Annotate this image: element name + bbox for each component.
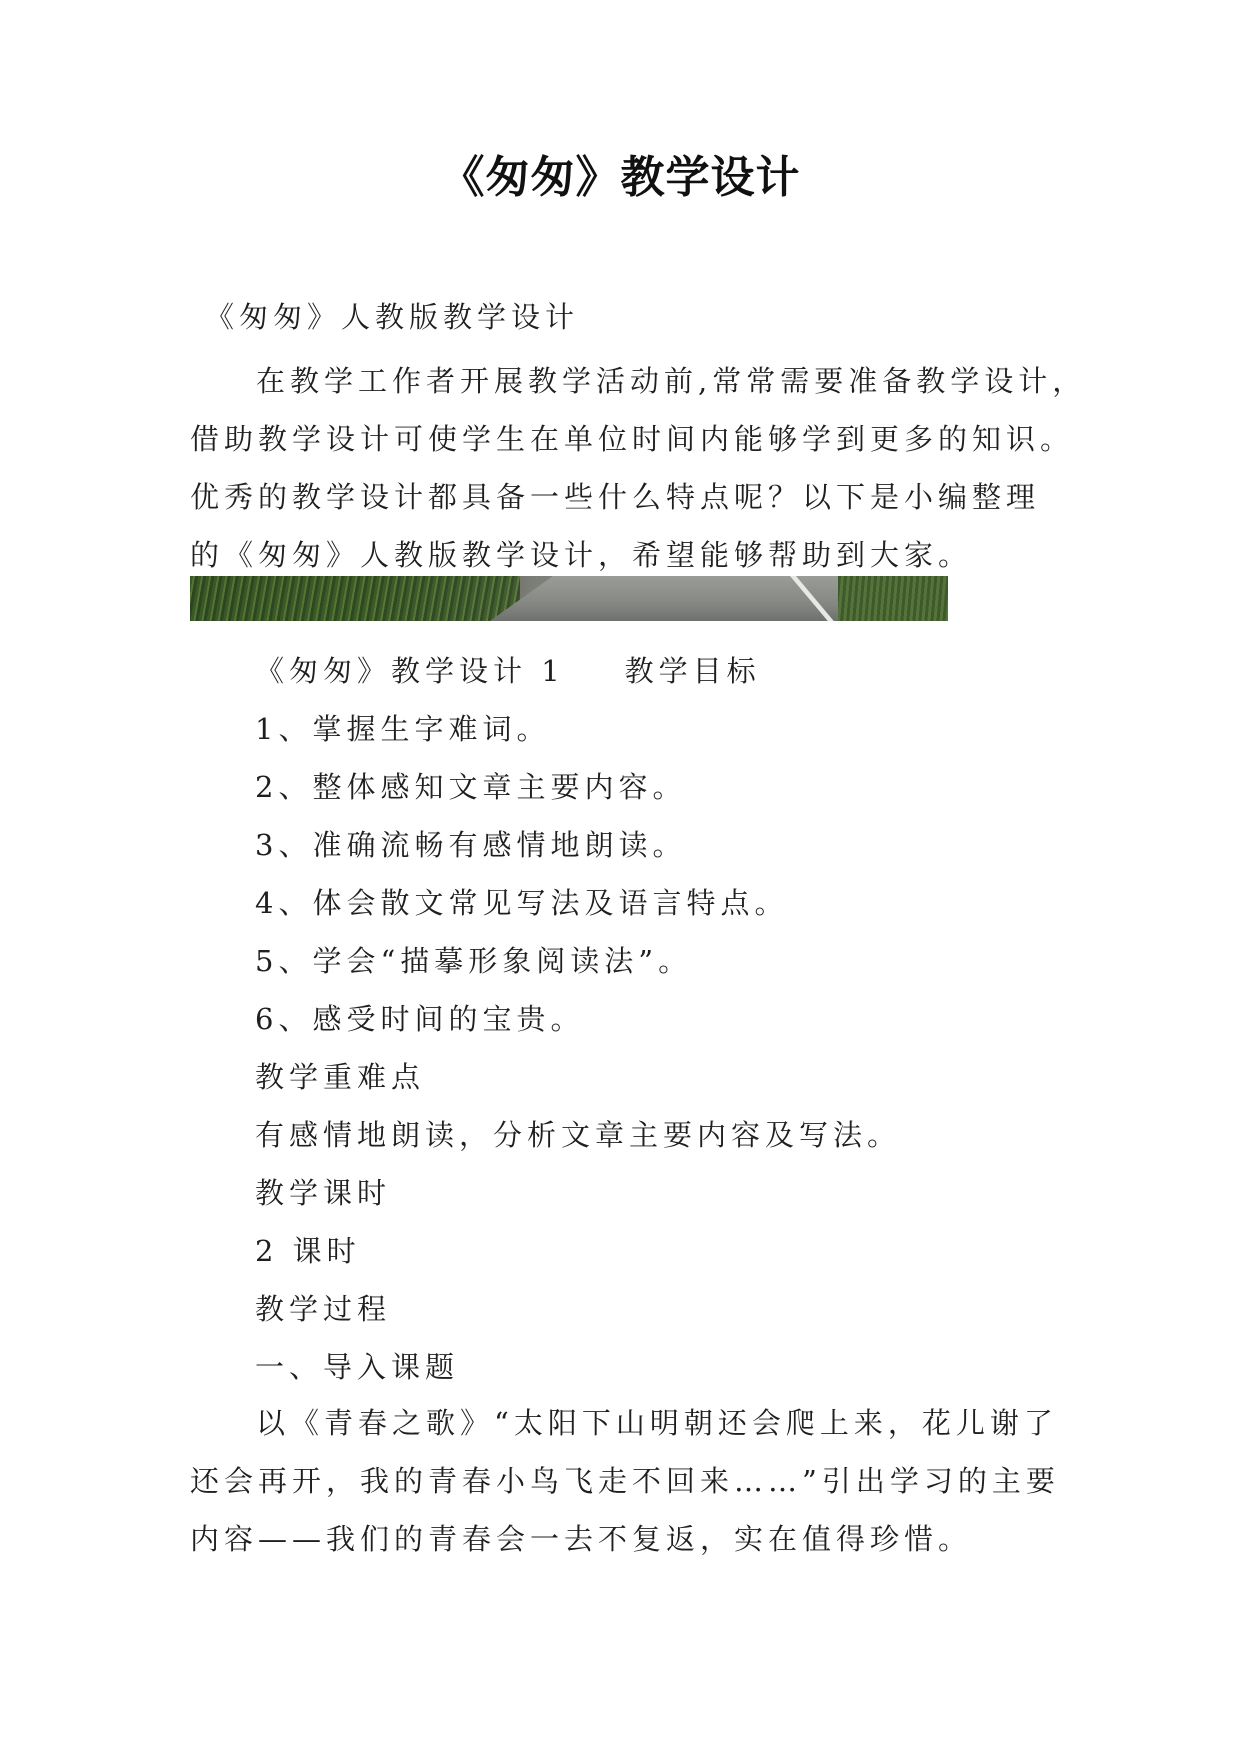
goal-item: 1、掌握生字难词。 xyxy=(255,712,551,746)
goal-item: 2、整体感知文章主要内容。 xyxy=(255,770,687,804)
road-banner-image xyxy=(190,576,948,621)
goal-item: 4、体会散文常见写法及语言特点。 xyxy=(255,886,789,920)
intro-line: 在教学工作者开展教学活动前,常常需要准备教学设计， xyxy=(256,364,1087,398)
goal-item: 6、感受时间的宝贵。 xyxy=(255,1002,585,1036)
document-subtitle: 《匆匆》人教版教学设计 xyxy=(205,300,580,334)
intro-line: 的《匆匆》人教版教学设计，希望能够帮助到大家。 xyxy=(190,538,973,572)
step-line: 还会再开，我的青春小鸟飞走不回来……”引出学习的主要 xyxy=(190,1464,1060,1498)
difficulty-heading: 教学重难点 xyxy=(255,1060,426,1094)
step-line: 以《青春之歌》“太阳下山明朝还会爬上来，花儿谢了 xyxy=(256,1406,1058,1440)
process-step: 一、导入课题 xyxy=(255,1350,460,1384)
goal-item: 5、学会“描摹形象阅读法”。 xyxy=(255,944,693,978)
process-heading: 教学过程 xyxy=(255,1292,392,1326)
section-heading: 《匆匆》教学设计 1 xyxy=(255,654,565,688)
grass-area xyxy=(190,576,520,621)
goal-item: 3、准确流畅有感情地朗读。 xyxy=(255,828,687,862)
hours-heading: 教学课时 xyxy=(255,1176,392,1210)
difficulty-text: 有感情地朗读，分析文章主要内容及写法。 xyxy=(255,1118,902,1152)
lesson-content xyxy=(255,642,901,1396)
step-paragraph xyxy=(190,1394,1090,1568)
intro-line: 优秀的教学设计都具备一些什么特点呢？以下是小编整理 xyxy=(190,480,1041,514)
section-subheading: 教学目标 xyxy=(624,654,761,688)
document-title: 《匆匆》教学设计 xyxy=(440,152,801,203)
step-line: 内容——我们的青春会一去不复返，实在值得珍惜。 xyxy=(190,1522,973,1556)
intro-line: 借助教学设计可使学生在单位时间内能够学到更多的知识。 xyxy=(190,422,1075,456)
hours-text: 2 课时 xyxy=(255,1234,361,1268)
section-heading-row xyxy=(255,642,901,700)
grass-area xyxy=(838,576,948,621)
intro-paragraph xyxy=(190,352,1090,584)
